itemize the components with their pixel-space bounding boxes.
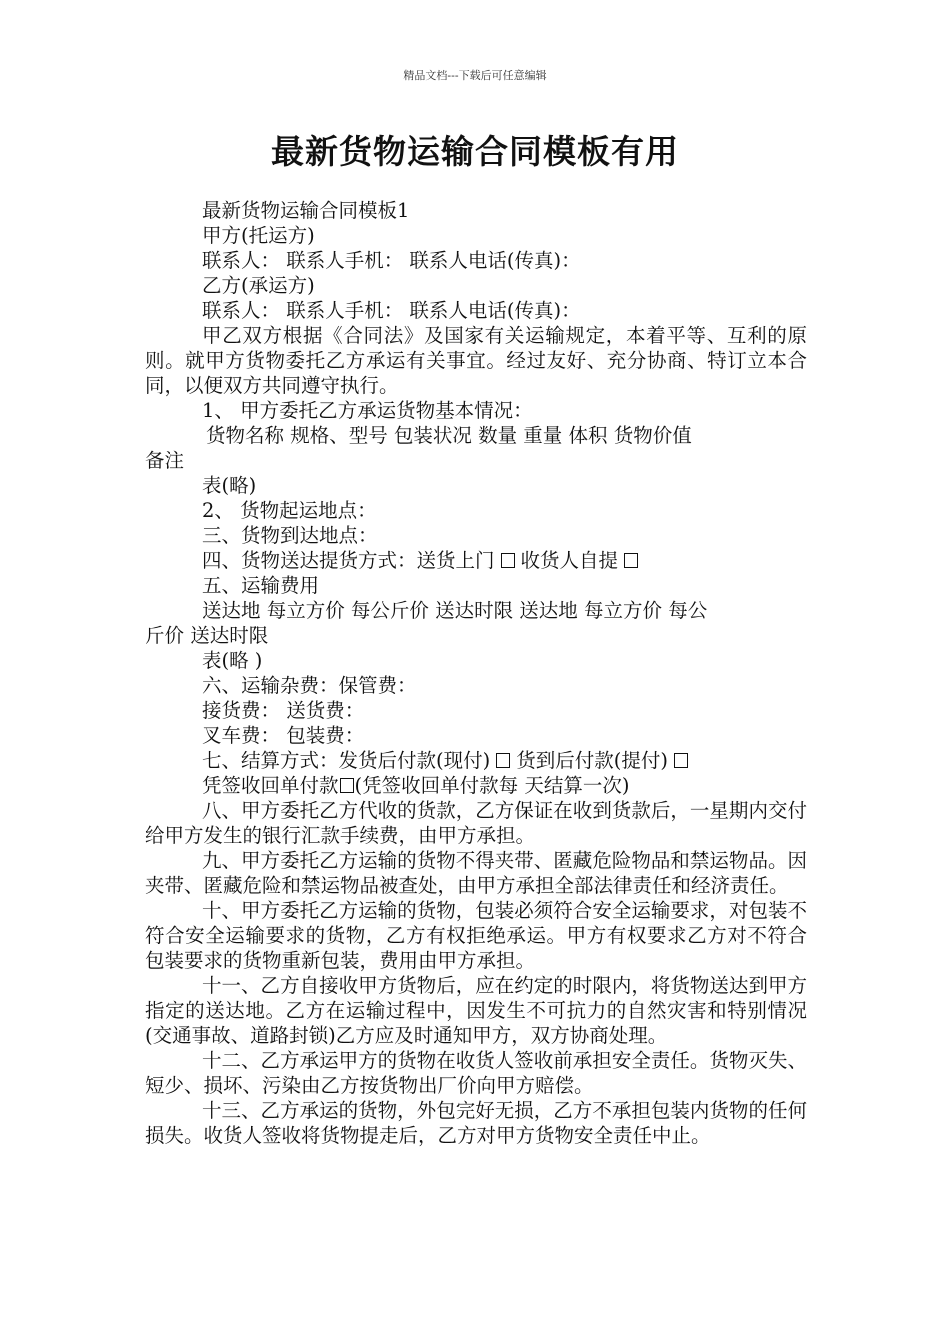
self-pickup-label: 收货人自提: [520, 549, 619, 572]
clause-5: 五、运输费用: [202, 574, 320, 597]
delivery-method-label: 四、货物送达提货方式：送货上门: [202, 549, 495, 572]
document-body: [145, 198, 807, 1148]
clause-6: 六、运输杂费：保管费：: [202, 674, 417, 697]
clause-3: 三、货物到达地点：: [202, 524, 378, 547]
goods-table-header: 货物名称 规格、型号 包装状况 数量 重量 体积 货物价值: [206, 424, 692, 447]
document-title: 最新货物运输合同模板有用: [271, 132, 679, 171]
fees-line-1: 接货费： 送货费：: [202, 699, 365, 722]
freight-table-header: 送达地 每立方价 每公斤价 送达时限 送达地 每立方价 每公: [202, 599, 708, 622]
clause-4: [145, 548, 807, 573]
checkbox-door-delivery: [501, 553, 515, 568]
party-a-line: 甲方(托运方): [202, 224, 315, 247]
freight-table-header-cont: 斤价 送达时限: [145, 624, 269, 647]
checkbox-pay-on-arrival: [674, 753, 688, 768]
checkbox-self-pickup: [624, 553, 638, 568]
clause-7-cont: [145, 773, 807, 798]
settlement-label: 七、结算方式：发货后付款(现付): [202, 749, 491, 772]
checkbox-receipt-pay: [340, 778, 354, 793]
party-b-contact-line: 联系人： 联系人手机： 联系人电话(传真)：: [202, 299, 581, 322]
clause-11: 十一、乙方自接收甲方货物后，应在约定的时限内，将货物送达到甲方指定的送达地。乙方在运输过程中，因发生不可抗力的自然灾害和特别情况(交通事故、道路封锁)乙方应及时通知甲方，双方协商处理。: [145, 974, 807, 1047]
clause-1: 1、 甲方委托乙方承运货物基本情况：: [202, 399, 533, 422]
clause-13: 十三、乙方承运的货物，外包完好无损，乙方不承担包装内货物的任何损失。收货人签收将货物提走后，乙方对甲方货物安全责任中止。: [145, 1099, 807, 1147]
table-omitted-2: 表(略 ): [202, 649, 263, 672]
clause-12: 十二、乙方承运甲方的货物在收货人签收前承担安全责任。货物灭失、短少、损坏、污染由乙方按货物出厂价向甲方赔偿。: [145, 1049, 807, 1097]
header-note: 精品文档---下载后可任意编辑: [403, 69, 547, 82]
receipt-pay-note: (凭签收回单付款每 天结算一次): [354, 774, 630, 797]
goods-table-header-cont: 备注: [145, 449, 185, 472]
checkbox-cash: [496, 753, 510, 768]
party-a-contact-line: 联系人： 联系人手机： 联系人电话(传真)：: [202, 249, 581, 272]
table-omitted-1: 表(略): [202, 474, 257, 497]
pay-on-arrival-label: 货到后付款(提付): [516, 749, 668, 772]
clause-10: 十、甲方委托乙方运输的货物，包装必须符合安全运输要求，对包装不符合安全运输要求的货物，乙方有权拒绝承运。甲方有权要求乙方对不符合包装要求的货物重新包装，费用由甲方承担。: [145, 899, 807, 972]
clause-7: [145, 748, 807, 773]
intro-paragraph: 甲乙双方根据《合同法》及国家有关运输规定，本着平等、互利的原则。就甲方货物委托乙方承运有关事宜。经过友好、充分协商、特订立本合同，以便双方共同遵守执行。: [145, 324, 807, 397]
clause-8: 八、甲方委托乙方代收的货款，乙方保证在收到货款后，一星期内交付给甲方发生的银行汇款手续费，由甲方承担。: [145, 799, 807, 847]
subtitle-line: 最新货物运输合同模板1: [202, 199, 410, 222]
clause-2: 2、 货物起运地点：: [202, 499, 377, 522]
fees-line-2: 叉车费： 包装费：: [202, 724, 365, 747]
clause-9: 九、甲方委托乙方运输的货物不得夹带、匿藏危险物品和禁运物品。因夹带、匿藏危险和禁运物品被查处，由甲方承担全部法律责任和经济责任。: [145, 849, 807, 897]
receipt-pay-label: 凭签收回单付款: [202, 774, 339, 797]
party-b-line: 乙方(承运方): [202, 274, 315, 297]
